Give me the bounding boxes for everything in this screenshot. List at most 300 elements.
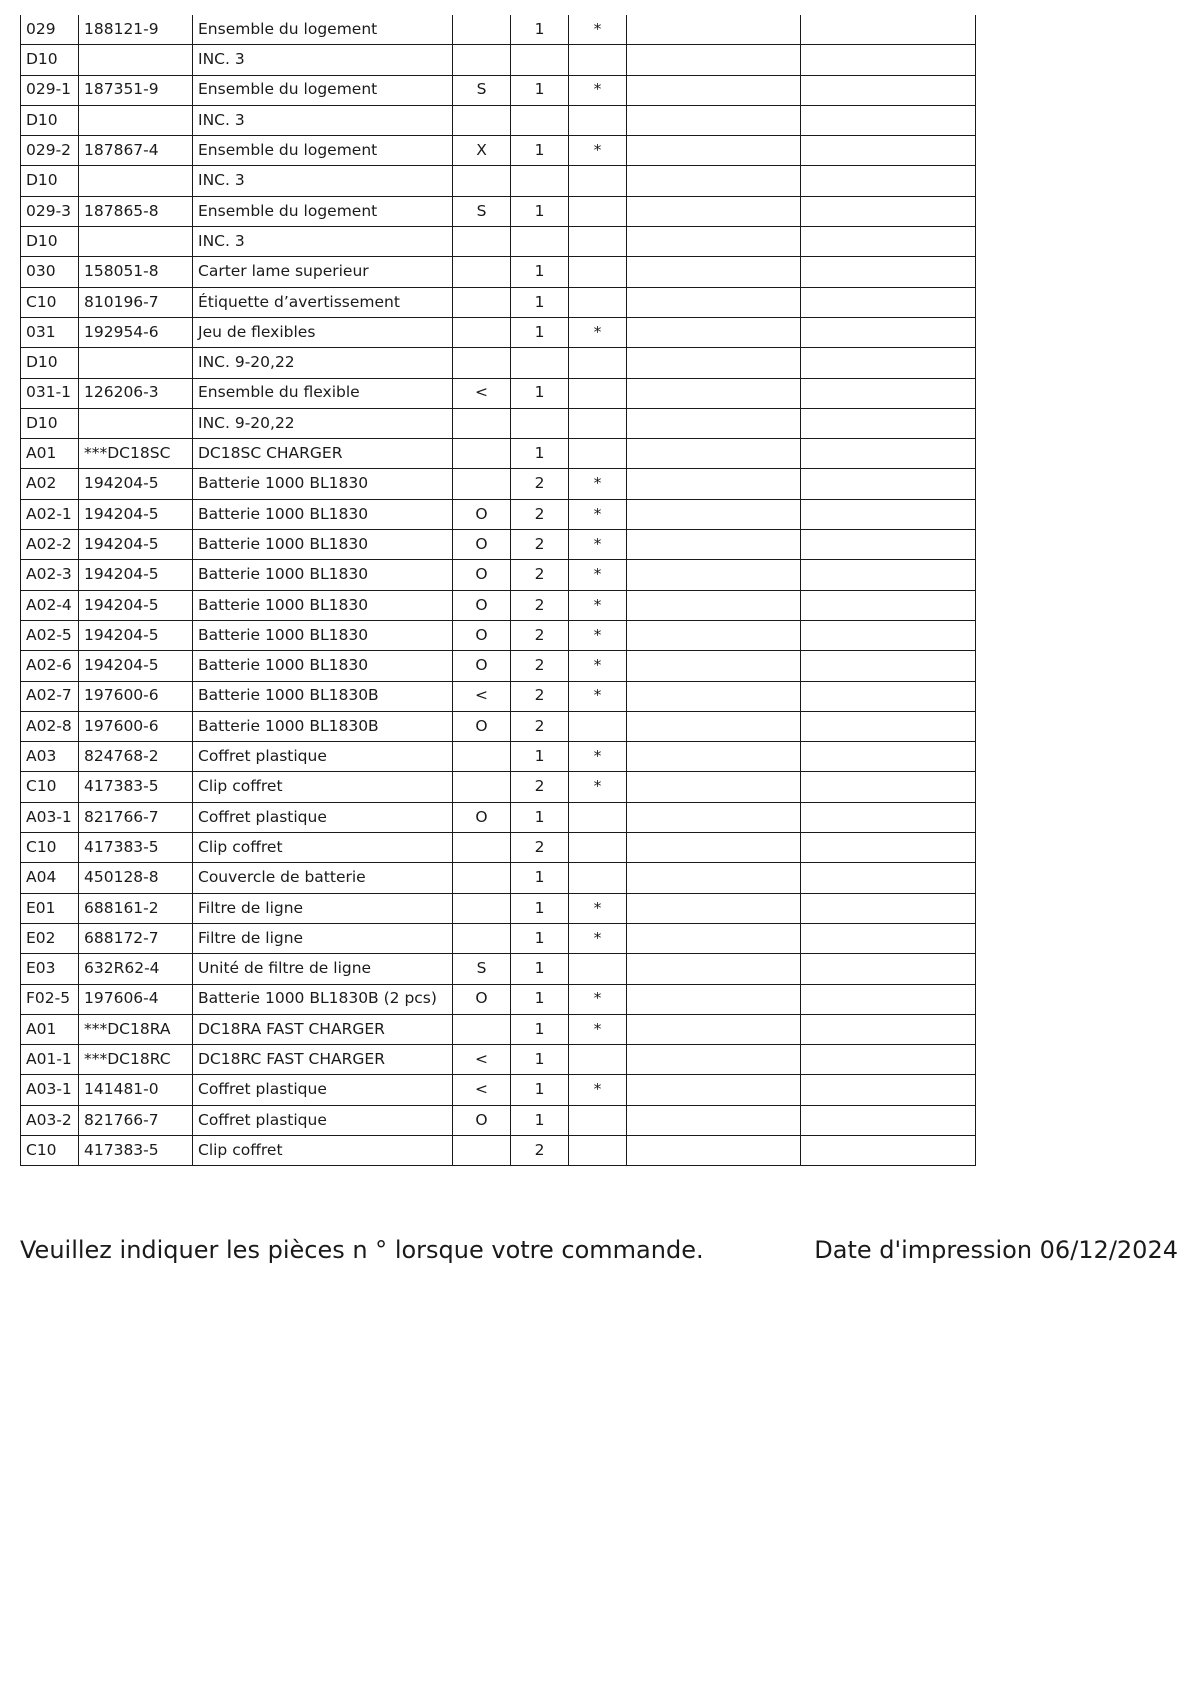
ref-number-cell: 031 <box>21 317 79 347</box>
extra-cell-1 <box>627 560 801 590</box>
ref-number-cell: A02-3 <box>21 560 79 590</box>
substitution-cell <box>453 408 511 438</box>
quantity-cell <box>511 227 569 257</box>
substitution-cell <box>453 105 511 135</box>
quantity-cell: 1 <box>511 802 569 832</box>
substitution-cell: S <box>453 75 511 105</box>
quantity-cell: 2 <box>511 711 569 741</box>
extra-cell-1 <box>627 499 801 529</box>
extra-cell-2 <box>801 499 976 529</box>
ref-number-cell: C10 <box>21 833 79 863</box>
substitution-cell: < <box>453 681 511 711</box>
part-number-cell: 417383-5 <box>79 772 193 802</box>
availability-mark-cell <box>569 711 627 741</box>
part-number-cell <box>79 45 193 75</box>
substitution-cell <box>453 469 511 499</box>
ref-number-cell: E03 <box>21 954 79 984</box>
availability-mark-cell <box>569 105 627 135</box>
substitution-cell: O <box>453 620 511 650</box>
table-row <box>21 530 976 560</box>
extra-cell-1 <box>627 15 801 45</box>
substitution-cell: O <box>453 984 511 1014</box>
availability-mark-cell <box>569 166 627 196</box>
description-cell: DC18SC CHARGER <box>193 439 453 469</box>
availability-mark-cell: * <box>569 499 627 529</box>
description-cell: Coffret plastique <box>193 1075 453 1105</box>
part-number-cell: ***DC18RA <box>79 1014 193 1044</box>
availability-mark-cell <box>569 196 627 226</box>
quantity-cell: 1 <box>511 1075 569 1105</box>
extra-cell-2 <box>801 408 976 438</box>
ref-number-cell: F02-5 <box>21 984 79 1014</box>
quantity-cell: 1 <box>511 75 569 105</box>
availability-mark-cell: * <box>569 893 627 923</box>
extra-cell-1 <box>627 681 801 711</box>
substitution-cell <box>453 742 511 772</box>
ref-number-cell: D10 <box>21 408 79 438</box>
substitution-cell: O <box>453 802 511 832</box>
description-cell: Ensemble du flexible <box>193 378 453 408</box>
part-number-cell: 187865-8 <box>79 196 193 226</box>
availability-mark-cell: * <box>569 590 627 620</box>
quantity-cell: 1 <box>511 954 569 984</box>
extra-cell-2 <box>801 833 976 863</box>
description-cell: Batterie 1000 BL1830 <box>193 590 453 620</box>
quantity-cell: 2 <box>511 560 569 590</box>
ref-number-cell: D10 <box>21 45 79 75</box>
extra-cell-2 <box>801 954 976 984</box>
substitution-cell <box>453 287 511 317</box>
description-cell: Coffret plastique <box>193 742 453 772</box>
extra-cell-2 <box>801 196 976 226</box>
ref-number-cell: A01 <box>21 1014 79 1044</box>
availability-mark-cell <box>569 863 627 893</box>
ref-number-cell: A03-1 <box>21 802 79 832</box>
description-cell: Carter lame superieur <box>193 257 453 287</box>
substitution-cell: O <box>453 560 511 590</box>
availability-mark-cell: * <box>569 1075 627 1105</box>
quantity-cell: 2 <box>511 590 569 620</box>
part-number-cell: 197600-6 <box>79 711 193 741</box>
description-cell: Clip coffret <box>193 772 453 802</box>
part-number-cell: 821766-7 <box>79 1105 193 1135</box>
substitution-cell: < <box>453 1045 511 1075</box>
description-cell: Batterie 1000 BL1830B <box>193 681 453 711</box>
extra-cell-2 <box>801 469 976 499</box>
extra-cell-1 <box>627 742 801 772</box>
quantity-cell: 1 <box>511 257 569 287</box>
description-cell: Batterie 1000 BL1830 <box>193 651 453 681</box>
table-row <box>21 136 976 166</box>
description-cell: Clip coffret <box>193 833 453 863</box>
table-row <box>21 196 976 226</box>
availability-mark-cell <box>569 287 627 317</box>
part-number-cell: 417383-5 <box>79 1135 193 1165</box>
part-number-cell: 194204-5 <box>79 530 193 560</box>
ref-number-cell: C10 <box>21 1135 79 1165</box>
substitution-cell <box>453 863 511 893</box>
substitution-cell <box>453 439 511 469</box>
footer-order-note: Veuillez indiquer les pièces n ° lorsque votre commande. <box>20 1236 704 1264</box>
availability-mark-cell: * <box>569 1014 627 1044</box>
description-cell: Ensemble du logement <box>193 75 453 105</box>
table-row <box>21 257 976 287</box>
extra-cell-2 <box>801 136 976 166</box>
table-row <box>21 802 976 832</box>
ref-number-cell: C10 <box>21 287 79 317</box>
extra-cell-2 <box>801 1014 976 1044</box>
substitution-cell: S <box>453 954 511 984</box>
description-cell: Batterie 1000 BL1830 <box>193 530 453 560</box>
table-row <box>21 863 976 893</box>
extra-cell-2 <box>801 590 976 620</box>
quantity-cell: 1 <box>511 1014 569 1044</box>
part-number-cell: 194204-5 <box>79 499 193 529</box>
availability-mark-cell <box>569 408 627 438</box>
availability-mark-cell: * <box>569 681 627 711</box>
substitution-cell: S <box>453 196 511 226</box>
availability-mark-cell: * <box>569 620 627 650</box>
description-cell: Couvercle de batterie <box>193 863 453 893</box>
extra-cell-2 <box>801 1045 976 1075</box>
table-row <box>21 772 976 802</box>
extra-cell-1 <box>627 439 801 469</box>
table-row <box>21 923 976 953</box>
part-number-cell: ***DC18RC <box>79 1045 193 1075</box>
extra-cell-2 <box>801 772 976 802</box>
description-cell: INC. 3 <box>193 227 453 257</box>
table-row <box>21 742 976 772</box>
ref-number-cell: A02-1 <box>21 499 79 529</box>
extra-cell-1 <box>627 590 801 620</box>
extra-cell-2 <box>801 651 976 681</box>
table-row <box>21 499 976 529</box>
table-row <box>21 833 976 863</box>
substitution-cell: < <box>453 378 511 408</box>
extra-cell-1 <box>627 45 801 75</box>
quantity-cell <box>511 45 569 75</box>
description-cell: INC. 3 <box>193 105 453 135</box>
extra-cell-1 <box>627 227 801 257</box>
extra-cell-1 <box>627 317 801 347</box>
description-cell: Batterie 1000 BL1830B (2 pcs) <box>193 984 453 1014</box>
table-row <box>21 378 976 408</box>
ref-number-cell: A02-6 <box>21 651 79 681</box>
description-cell: DC18RC FAST CHARGER <box>193 1045 453 1075</box>
table-row <box>21 893 976 923</box>
extra-cell-1 <box>627 923 801 953</box>
extra-cell-2 <box>801 802 976 832</box>
availability-mark-cell <box>569 348 627 378</box>
part-number-cell: 192954-6 <box>79 317 193 347</box>
ref-number-cell: D10 <box>21 166 79 196</box>
availability-mark-cell: * <box>569 772 627 802</box>
availability-mark-cell <box>569 1045 627 1075</box>
ref-number-cell: A02-4 <box>21 590 79 620</box>
ref-number-cell: A01 <box>21 439 79 469</box>
table-row <box>21 227 976 257</box>
table-row <box>21 620 976 650</box>
substitution-cell <box>453 317 511 347</box>
extra-cell-1 <box>627 348 801 378</box>
extra-cell-2 <box>801 984 976 1014</box>
ref-number-cell: 029-2 <box>21 136 79 166</box>
table-row <box>21 287 976 317</box>
description-cell: Batterie 1000 BL1830B <box>193 711 453 741</box>
quantity-cell: 2 <box>511 681 569 711</box>
substitution-cell <box>453 833 511 863</box>
ref-number-cell: 029-1 <box>21 75 79 105</box>
extra-cell-2 <box>801 1075 976 1105</box>
table-row <box>21 1014 976 1044</box>
description-cell: Batterie 1000 BL1830 <box>193 499 453 529</box>
part-number-cell: 194204-5 <box>79 590 193 620</box>
table-row <box>21 560 976 590</box>
substitution-cell <box>453 166 511 196</box>
part-number-cell: 197606-4 <box>79 984 193 1014</box>
substitution-cell <box>453 893 511 923</box>
extra-cell-1 <box>627 984 801 1014</box>
substitution-cell <box>453 257 511 287</box>
table-row <box>21 15 976 45</box>
description-cell: Coffret plastique <box>193 802 453 832</box>
substitution-cell <box>453 1135 511 1165</box>
ref-number-cell: 030 <box>21 257 79 287</box>
availability-mark-cell <box>569 227 627 257</box>
availability-mark-cell <box>569 1135 627 1165</box>
extra-cell-2 <box>801 863 976 893</box>
part-number-cell: 450128-8 <box>79 863 193 893</box>
table-row <box>21 75 976 105</box>
extra-cell-1 <box>627 257 801 287</box>
table-row <box>21 651 976 681</box>
ref-number-cell: A03 <box>21 742 79 772</box>
extra-cell-2 <box>801 105 976 135</box>
availability-mark-cell <box>569 833 627 863</box>
availability-mark-cell: * <box>569 651 627 681</box>
extra-cell-1 <box>627 1135 801 1165</box>
table-row <box>21 681 976 711</box>
part-number-cell <box>79 105 193 135</box>
ref-number-cell: A02-7 <box>21 681 79 711</box>
quantity-cell: 1 <box>511 287 569 317</box>
description-cell: Batterie 1000 BL1830 <box>193 469 453 499</box>
quantity-cell: 1 <box>511 984 569 1014</box>
substitution-cell <box>453 1014 511 1044</box>
availability-mark-cell <box>569 45 627 75</box>
extra-cell-1 <box>627 954 801 984</box>
quantity-cell <box>511 105 569 135</box>
description-cell: Clip coffret <box>193 1135 453 1165</box>
part-number-cell: 194204-5 <box>79 560 193 590</box>
extra-cell-2 <box>801 711 976 741</box>
quantity-cell: 1 <box>511 863 569 893</box>
table-row <box>21 711 976 741</box>
extra-cell-1 <box>627 378 801 408</box>
quantity-cell: 1 <box>511 439 569 469</box>
availability-mark-cell <box>569 378 627 408</box>
extra-cell-1 <box>627 408 801 438</box>
extra-cell-2 <box>801 317 976 347</box>
availability-mark-cell: * <box>569 984 627 1014</box>
extra-cell-2 <box>801 1135 976 1165</box>
part-number-cell: 688172-7 <box>79 923 193 953</box>
ref-number-cell: D10 <box>21 105 79 135</box>
table-row <box>21 1105 976 1135</box>
extra-cell-2 <box>801 923 976 953</box>
table-row <box>21 408 976 438</box>
extra-cell-1 <box>627 772 801 802</box>
ref-number-cell: D10 <box>21 227 79 257</box>
table-row <box>21 984 976 1014</box>
description-cell: Jeu de flexibles <box>193 317 453 347</box>
extra-cell-1 <box>627 833 801 863</box>
extra-cell-2 <box>801 166 976 196</box>
table-row <box>21 1135 976 1165</box>
extra-cell-1 <box>627 287 801 317</box>
table-row <box>21 469 976 499</box>
quantity-cell: 2 <box>511 772 569 802</box>
availability-mark-cell: * <box>569 317 627 347</box>
ref-number-cell: A04 <box>21 863 79 893</box>
extra-cell-2 <box>801 1105 976 1135</box>
table-row <box>21 439 976 469</box>
quantity-cell <box>511 348 569 378</box>
quantity-cell: 1 <box>511 196 569 226</box>
substitution-cell <box>453 772 511 802</box>
part-number-cell <box>79 348 193 378</box>
description-cell: Batterie 1000 BL1830 <box>193 560 453 590</box>
description-cell: Ensemble du logement <box>193 196 453 226</box>
substitution-cell <box>453 227 511 257</box>
availability-mark-cell <box>569 257 627 287</box>
quantity-cell: 1 <box>511 1045 569 1075</box>
ref-number-cell: 029-3 <box>21 196 79 226</box>
availability-mark-cell: * <box>569 923 627 953</box>
quantity-cell: 2 <box>511 1135 569 1165</box>
quantity-cell: 2 <box>511 833 569 863</box>
quantity-cell: 1 <box>511 136 569 166</box>
description-cell: Étiquette d’avertissement <box>193 287 453 317</box>
description-cell: Batterie 1000 BL1830 <box>193 620 453 650</box>
extra-cell-1 <box>627 469 801 499</box>
extra-cell-1 <box>627 196 801 226</box>
substitution-cell <box>453 15 511 45</box>
extra-cell-1 <box>627 802 801 832</box>
extra-cell-2 <box>801 227 976 257</box>
substitution-cell: O <box>453 499 511 529</box>
extra-cell-2 <box>801 681 976 711</box>
extra-cell-2 <box>801 287 976 317</box>
substitution-cell: O <box>453 530 511 560</box>
extra-cell-1 <box>627 530 801 560</box>
availability-mark-cell: * <box>569 742 627 772</box>
part-number-cell: 821766-7 <box>79 802 193 832</box>
extra-cell-2 <box>801 75 976 105</box>
substitution-cell: O <box>453 590 511 620</box>
extra-cell-2 <box>801 893 976 923</box>
quantity-cell: 1 <box>511 15 569 45</box>
footer-print-date: Date d'impression 06/12/2024 <box>814 1236 1178 1264</box>
extra-cell-2 <box>801 530 976 560</box>
extra-cell-1 <box>627 1105 801 1135</box>
quantity-cell: 1 <box>511 378 569 408</box>
substitution-cell: O <box>453 1105 511 1135</box>
ref-number-cell: 029 <box>21 15 79 45</box>
part-number-cell: 158051-8 <box>79 257 193 287</box>
extra-cell-1 <box>627 1014 801 1044</box>
description-cell: Ensemble du logement <box>193 136 453 166</box>
description-cell: INC. 3 <box>193 45 453 75</box>
part-number-cell: 187867-4 <box>79 136 193 166</box>
quantity-cell: 1 <box>511 923 569 953</box>
extra-cell-2 <box>801 15 976 45</box>
extra-cell-1 <box>627 651 801 681</box>
extra-cell-2 <box>801 439 976 469</box>
part-number-cell: 141481-0 <box>79 1075 193 1105</box>
availability-mark-cell <box>569 802 627 832</box>
extra-cell-2 <box>801 742 976 772</box>
table-row <box>21 105 976 135</box>
part-number-cell: 188121-9 <box>79 15 193 45</box>
extra-cell-1 <box>627 711 801 741</box>
ref-number-cell: E01 <box>21 893 79 923</box>
part-number-cell: 810196-7 <box>79 287 193 317</box>
ref-number-cell: A03-2 <box>21 1105 79 1135</box>
ref-number-cell: C10 <box>21 772 79 802</box>
ref-number-cell: A02 <box>21 469 79 499</box>
parts-table <box>20 15 976 1166</box>
part-number-cell: 197600-6 <box>79 681 193 711</box>
part-number-cell: 194204-5 <box>79 620 193 650</box>
part-number-cell: 632R62-4 <box>79 954 193 984</box>
extra-cell-2 <box>801 348 976 378</box>
part-number-cell <box>79 166 193 196</box>
availability-mark-cell: * <box>569 469 627 499</box>
substitution-cell <box>453 45 511 75</box>
extra-cell-1 <box>627 620 801 650</box>
quantity-cell <box>511 408 569 438</box>
table-row <box>21 590 976 620</box>
table-row <box>21 166 976 196</box>
availability-mark-cell <box>569 954 627 984</box>
quantity-cell: 1 <box>511 1105 569 1135</box>
availability-mark-cell: * <box>569 136 627 166</box>
part-number-cell: 688161-2 <box>79 893 193 923</box>
ref-number-cell: D10 <box>21 348 79 378</box>
table-row <box>21 1045 976 1075</box>
ref-number-cell: A03-1 <box>21 1075 79 1105</box>
description-cell: Ensemble du logement <box>193 15 453 45</box>
table-row <box>21 954 976 984</box>
description-cell: DC18RA FAST CHARGER <box>193 1014 453 1044</box>
ref-number-cell: A01-1 <box>21 1045 79 1075</box>
part-number-cell: 417383-5 <box>79 833 193 863</box>
quantity-cell: 1 <box>511 317 569 347</box>
extra-cell-1 <box>627 893 801 923</box>
availability-mark-cell: * <box>569 15 627 45</box>
quantity-cell <box>511 166 569 196</box>
ref-number-cell: A02-8 <box>21 711 79 741</box>
quantity-cell: 2 <box>511 620 569 650</box>
extra-cell-2 <box>801 560 976 590</box>
description-cell: INC. 9-20,22 <box>193 408 453 438</box>
quantity-cell: 2 <box>511 499 569 529</box>
part-number-cell: 187351-9 <box>79 75 193 105</box>
description-cell: Filtre de ligne <box>193 893 453 923</box>
part-number-cell: 126206-3 <box>79 378 193 408</box>
part-number-cell: 824768-2 <box>79 742 193 772</box>
